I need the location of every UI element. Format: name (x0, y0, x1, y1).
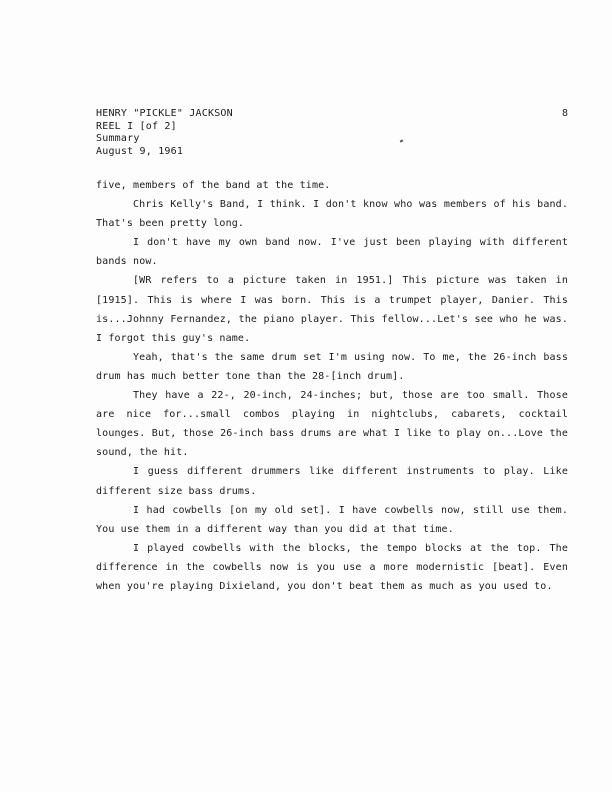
page-number: 8 (562, 108, 569, 119)
document-type: Summary (96, 133, 140, 144)
interview-date: August 9, 1961 (96, 145, 184, 157)
paragraph: I guess different drummers like different instruments to play. Like different size bass drums. (96, 466, 568, 497)
stray-ink-mark (400, 139, 404, 142)
paragraph: They have a 22-, 20-inch, 24-inches; but, those are too small. Those are nice for...small combos playing in nightclubs, cabarets, cocktail lounges. But, those 26-inch bass drums are what I like to play on...Love the sound, the hit. (96, 390, 568, 459)
transcript-body (96, 176, 568, 596)
paragraph: I don't have my own band now. I've just been playing with different bands now. (96, 237, 568, 268)
paragraph: [WR refers to a picture taken in 1951.] This picture was taken in [1915]. This is where I was born. This is a trumpet player, Danier. This is...Johnny Fernandez, the piano player. This fellow...Let's see who he was. I forgot this guy's name. (96, 275, 568, 344)
paragraph: Yeah, that's the same drum set I'm using now. To me, the 26-inch bass drum has much better tone than the 28-[inch drum]. (96, 351, 568, 382)
paragraph: I played cowbells with the blocks, the tempo blocks at the top. The difference in the cowbells now is you use a more modernistic [beat]. Even when you're playing Dixieland, you don't beat them as much as you used to. (96, 542, 568, 592)
reel-label: REEL I [of 2] (96, 120, 177, 132)
paragraph: Chris Kelly's Band, I think. I don't know who was members of his band. That's been pretty long. (96, 199, 568, 230)
paragraph: five, members of the band at the time. (96, 180, 331, 191)
paragraph: I had cowbells [on my old set]. I have cowbells now, still use them. You use them in a different way than you did at that time. (96, 504, 568, 535)
interviewee-name: HENRY "PICKLE" JACKSON (96, 108, 233, 119)
transcript-header (96, 108, 233, 158)
